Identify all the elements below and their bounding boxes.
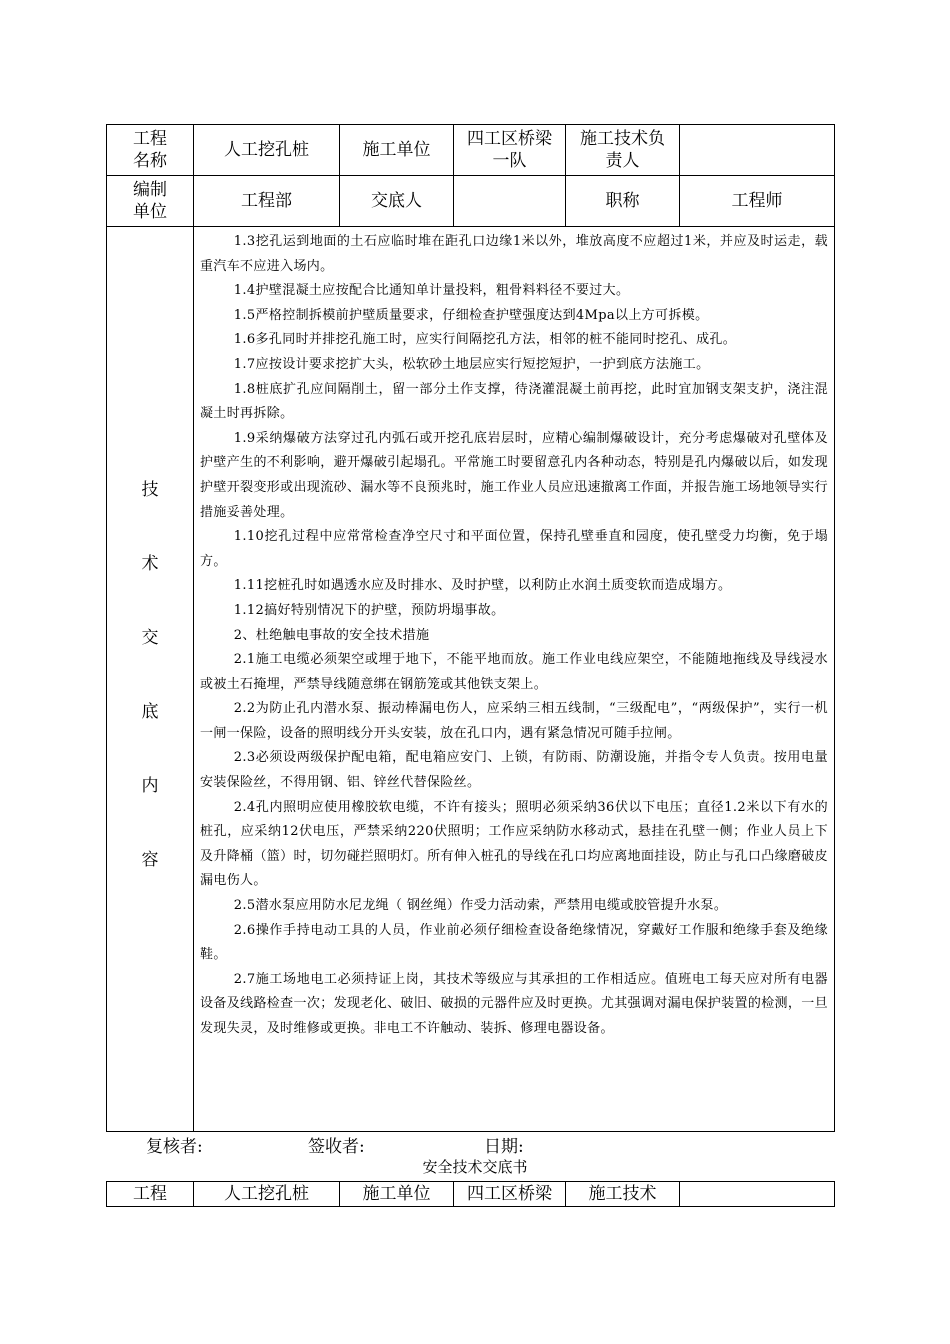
section-label-char: 底: [141, 702, 159, 722]
paragraph: 2.7施工场地电工必须持证上岗，其技术等级应与其承担的工作相适应。值班电工每天应对所有电器设备及线路检查一次；发现老化、破旧、破损的元器件应及时更换。尤其强调对漏电保护装置的检测，一旦发现失灵，及时维修或更换。非电工不许触动、装拆、修理电器设备。: [200, 971, 828, 1036]
construction-unit-value: 四工区桥梁: [454, 1182, 566, 1207]
discloser-label: 交底人: [340, 176, 454, 227]
paragraph: 1.7应按设计要求挖扩大头，松软砂土地层应实行短挖短护，一护到底方法施工。: [233, 356, 710, 372]
compiling-unit-label: 编制单位: [107, 176, 194, 227]
project-name-value: 人工挖孔桩: [194, 125, 340, 176]
construction-unit-value: 四工区桥梁一队: [454, 125, 566, 176]
tech-lead-label: 施工技术负责人: [566, 125, 680, 176]
tech-lead-value: [680, 1182, 835, 1207]
construction-unit-label: 施工单位: [340, 125, 454, 176]
compiling-unit-value: 工程部: [194, 176, 340, 227]
next-page-table: [106, 1181, 835, 1207]
paragraph: 1.5严格控制拆模前护壁质量要求，仔细检查护壁强度达到4Mpa以上方可拆模。: [233, 307, 709, 323]
section-heading: 2、杜绝触电事故的安全技术措施: [233, 627, 430, 643]
paragraph: 1.4护壁混凝土应按配合比通知单计量投料，粗骨料料径不要过大。: [233, 283, 630, 299]
section-label-char: 内: [141, 776, 159, 796]
disclosure-content: [194, 227, 835, 1132]
tech-lead-label: 施工技术: [566, 1182, 680, 1207]
job-title-label: 职称: [566, 176, 680, 227]
section-label-char: 术: [141, 554, 159, 574]
paragraph: 1.9采纳爆破方法穿过孔内弧石或开挖孔底岩层时，应精心编制爆破设计，充分考虑爆破对孔壁体及护壁产生的不利影响，避开爆破引起塌孔。平常施工时要留意孔内各种动态，特别是孔内爆破以后，如发现护壁开裂变形或出现流砂、漏水等不良预兆时，施工作业人员应迅速撤离工作面，并报告施工场地领导实行措施妥善处理。: [200, 430, 828, 520]
section-label-char: 容: [141, 850, 159, 870]
paragraph: 2.4孔内照明应使用橡胶软电缆，不许有接头；照明必须采纳36伏以下电压；直径1.2米以下有水的桩孔，应采纳12伏电压，严禁采纳220伏照明；工作应采纳防水移动式，悬挂在孔壁一侧；作业人员上下及升降桶（篮）时，切勿碰拦照明灯。所有伸入桩孔的导线在孔口均应离地面挂设，防止与孔口凸缘磨破皮漏电伤人。: [200, 799, 828, 889]
construction-unit-label: 施工单位: [340, 1182, 454, 1207]
job-title-value: 工程师: [680, 176, 835, 227]
paragraph: 1.6多孔同时并排挖孔施工时，应实行间隔挖孔方法，相邻的桩不能同时挖孔、成孔。: [233, 332, 737, 348]
document-title: 安全技术交底书: [422, 1158, 528, 1176]
technical-disclosure-label: [107, 227, 194, 1132]
section-label-char: 交: [141, 628, 159, 648]
paragraph: 1.8桩底扩孔应间隔削土，留一部分土作支撑，待浇灌混凝土前再挖，此时宜加钢支架支护，浇注混凝土时再拆除。: [200, 381, 828, 422]
tech-lead-value: [680, 125, 835, 176]
paragraph: 2.1施工电缆必须架空或埋于地下，不能平地而放。施工作业电线应架空，不能随地拖线及导线浸水或被土石掩埋，严禁导线随意绑在钢筋笼或其他铁支架上。: [200, 652, 828, 692]
paragraph: 1.12搞好特别情况下的护壁，预防坍塌事故。: [233, 602, 505, 618]
paragraph: 2.3必须设两级保护配电箱，配电箱应安门、上锁，有防雨、防潮设施，并指令专人负责。按用电量安装保险丝，不得用钢、铝、锌丝代替保险丝。: [200, 750, 828, 791]
project-name-label: 工程名称: [107, 125, 194, 176]
disclosure-table: [106, 124, 835, 1132]
date-label: 日期:: [484, 1137, 524, 1157]
paragraph: 2.5潜水泵应用防水尼龙绳（ 钢丝绳）作受力活动索，严禁用电缆或胶管提升水泵。: [233, 898, 728, 914]
project-name-value: 人工挖孔桩: [194, 1182, 340, 1207]
reviewer-label: 复核者:: [146, 1137, 203, 1157]
discloser-value: [454, 176, 566, 227]
section-label-char: 技: [141, 480, 159, 500]
paragraph: 1.10挖孔过程中应常常检查净空尺寸和平面位置，保持孔壁垂直和园度，使孔壁受力均衡，免于塌方。: [200, 529, 828, 569]
project-name-label: 工程: [107, 1182, 194, 1207]
receiver-label: 签收者:: [308, 1137, 365, 1157]
paragraph: 2.2为防止孔内潜水泵、振动棒漏电伤人，应采纳三相五线制，“三级配电”，“两级保护”，实行一机一闸一保险，设备的照明线分开头安装，放在孔口内，遇有紧急情况可随手拉闸。: [200, 701, 828, 741]
paragraph: 1.3挖孔运到地面的土石应临时堆在距孔口边缘1米以外，堆放高度不应超过1米，并应及时运走，载重汽车不应进入场内。: [200, 234, 828, 274]
paragraph: 2.6操作手持电动工具的人员，作业前必须仔细检查设备绝缘情况，穿戴好工作服和绝缘手套及绝缘鞋。: [200, 922, 828, 963]
paragraph: 1.11挖桩孔时如遇透水应及时排水、及时护壁，以利防止水润土质变软而造成塌方。: [233, 578, 732, 594]
